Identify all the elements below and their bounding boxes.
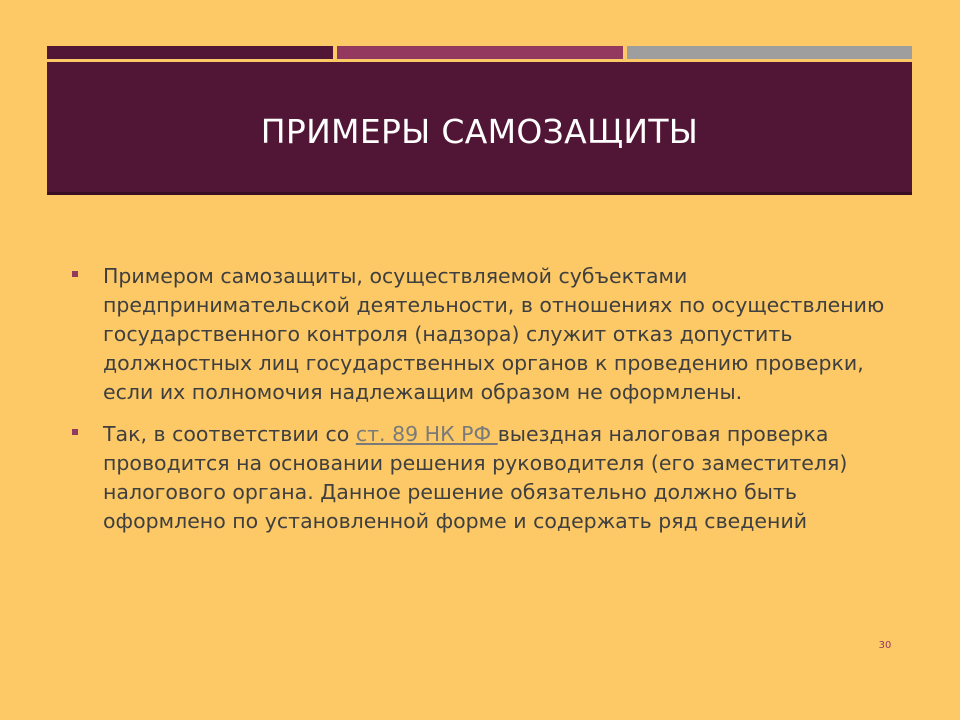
paragraph-text-after-link: выездная налоговая проверка проводится на основании решения руководителя (его заместителя) налогового органа. Данное решение обязательно должно быть оформлено по установленной форме и содержать ряд сведений: [103, 422, 848, 533]
law-article-link[interactable]: ст. 89 НК РФ: [355, 422, 498, 446]
decorative-stripe-gray: [627, 46, 912, 59]
page-number: 30: [878, 640, 892, 651]
square-bullet-icon: [72, 271, 78, 277]
paragraph-text: Примером самозащиты, осуществляемой субъектами предпринимательской деятельности, в отношениях по осуществлению государственного контроля (надзора) служит отказ допустить должностных лиц государственных органов к проведению проверки, если их полномочия надлежащим образом не оформлены.: [103, 264, 885, 404]
title-banner: [47, 62, 912, 195]
bullet-paragraph-2: [72, 420, 892, 536]
paragraph-text-before-link: Так, в соответствии со: [103, 422, 356, 446]
bullet-paragraph-1: [72, 262, 892, 407]
slide-body: [72, 262, 892, 549]
slide-title: ПРИМЕРЫ САМОЗАЩИТЫ: [260, 112, 699, 151]
decorative-stripe-accent: [337, 46, 623, 59]
decorative-stripe-dark: [47, 46, 333, 59]
square-bullet-icon: [72, 429, 78, 435]
